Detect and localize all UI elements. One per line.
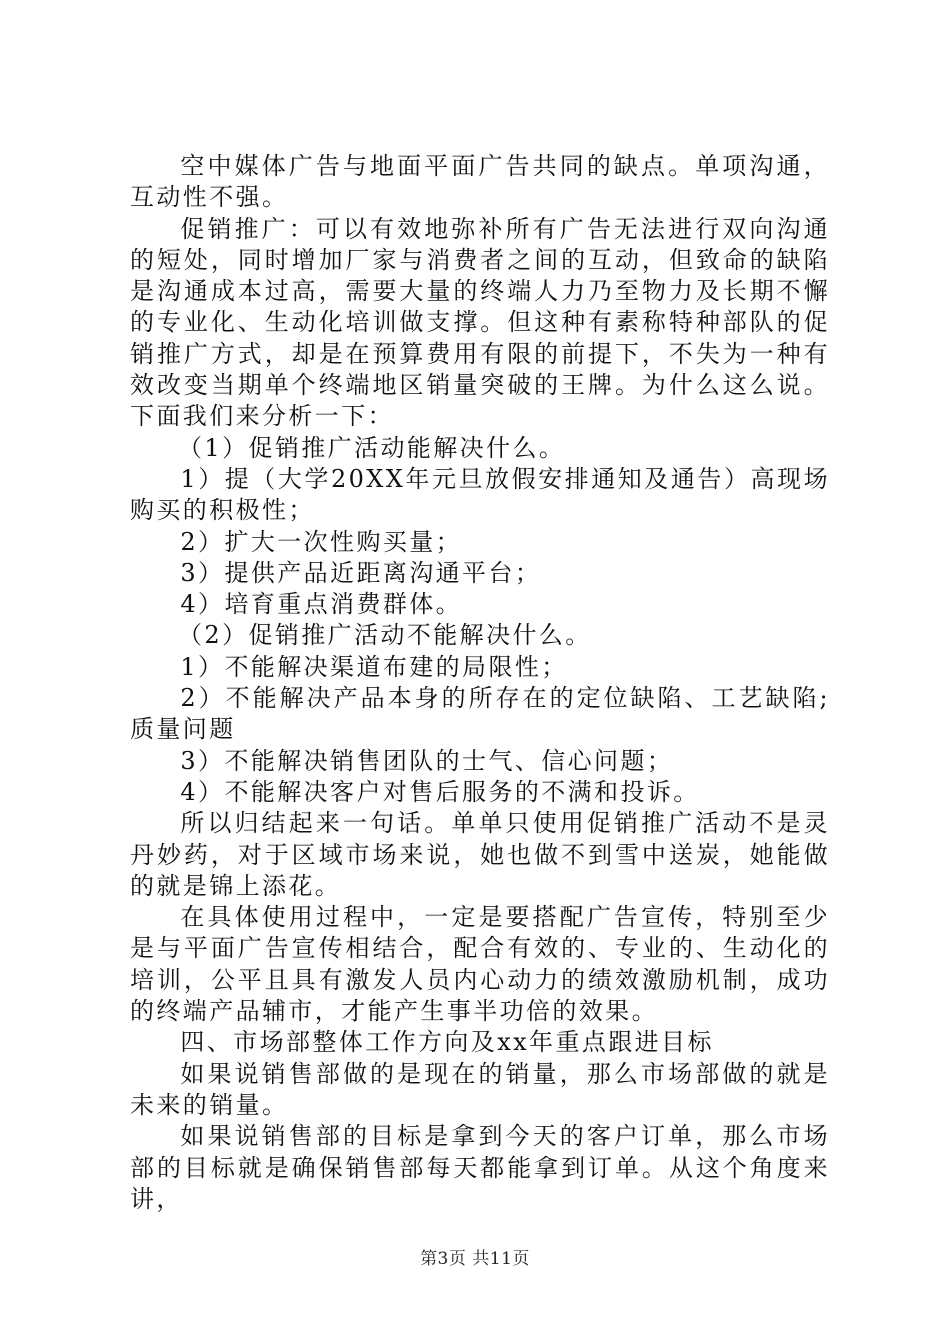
paragraph: 所以归结起来一句话。单单只使用促销推广活动不是灵丹妙药，对于区域市场来说，她也做不到雪中送炭，她能做的就是锦上添花。: [130, 809, 830, 900]
paragraph: 如果说销售部的目标是拿到今天的客户订单，那么市场部的目标就是确保销售部每天都能拿到订单。从这个角度来讲，: [130, 1122, 830, 1213]
paragraph: （1）促销推广活动能解决什么。: [178, 433, 566, 462]
paragraph: 4）不能解决客户对售后服务的不满和投诉。: [180, 777, 700, 806]
paragraph: 在具体使用过程中，一定是要搭配广告宣传，特别至少是与平面广告宣传相结合，配合有效的、专业的、生动化的培训，公平且具有激发人员内心动力的绩效激励机制，成功的终端产品辅市，才能产生事半功倍的效果。: [130, 903, 830, 1026]
document-body: [130, 151, 830, 1215]
section-heading: 四、市场部整体工作方向及xx年重点跟进目标: [180, 1028, 714, 1057]
page-number-footer: 第3页 共11页: [420, 1249, 530, 1269]
paragraph: 2）扩大一次性购买量；: [180, 527, 463, 556]
paragraph: 如果说销售部做的是现在的销量，那么市场部做的就是未来的销量。: [130, 1059, 830, 1119]
paragraph: 1）提（大学20XX年元旦放假安排通知及通告）高现场购买的积极性；: [130, 464, 830, 525]
paragraph: 3）不能解决销售团队的士气、信心问题；: [180, 746, 674, 775]
paragraph: 2）不能解决产品本身的所存在的定位缺陷、工艺缺陷;质量问题: [130, 684, 830, 744]
paragraph: 4）培育重点消费群体。: [180, 590, 463, 619]
paragraph: （2）促销推广活动不能解决什么。: [178, 621, 592, 650]
paragraph: 3）提供产品近距离沟通平台；: [180, 558, 542, 587]
paragraph: 1）不能解决渠道布建的局限性；: [180, 652, 568, 681]
paragraph: 促销推广：可以有效地弥补所有广告无法进行双向沟通的短处，同时增加厂家与消费者之间的互动，但致命的缺陷是沟通成本过高，需要大量的终端人力乃至物力及长期不懈的专业化、生动化培训做支撑。但这种有素称特种部队的促销推广方式，却是在预算费用有限的前提下，不失为一种有效改变当期单个终端地区销量突破的王牌。为什么这么说。下面我们来分析一下：: [130, 214, 830, 431]
paragraph: 空中媒体广告与地面平面广告共同的缺点。单项沟通，互动性不强。: [130, 152, 830, 212]
